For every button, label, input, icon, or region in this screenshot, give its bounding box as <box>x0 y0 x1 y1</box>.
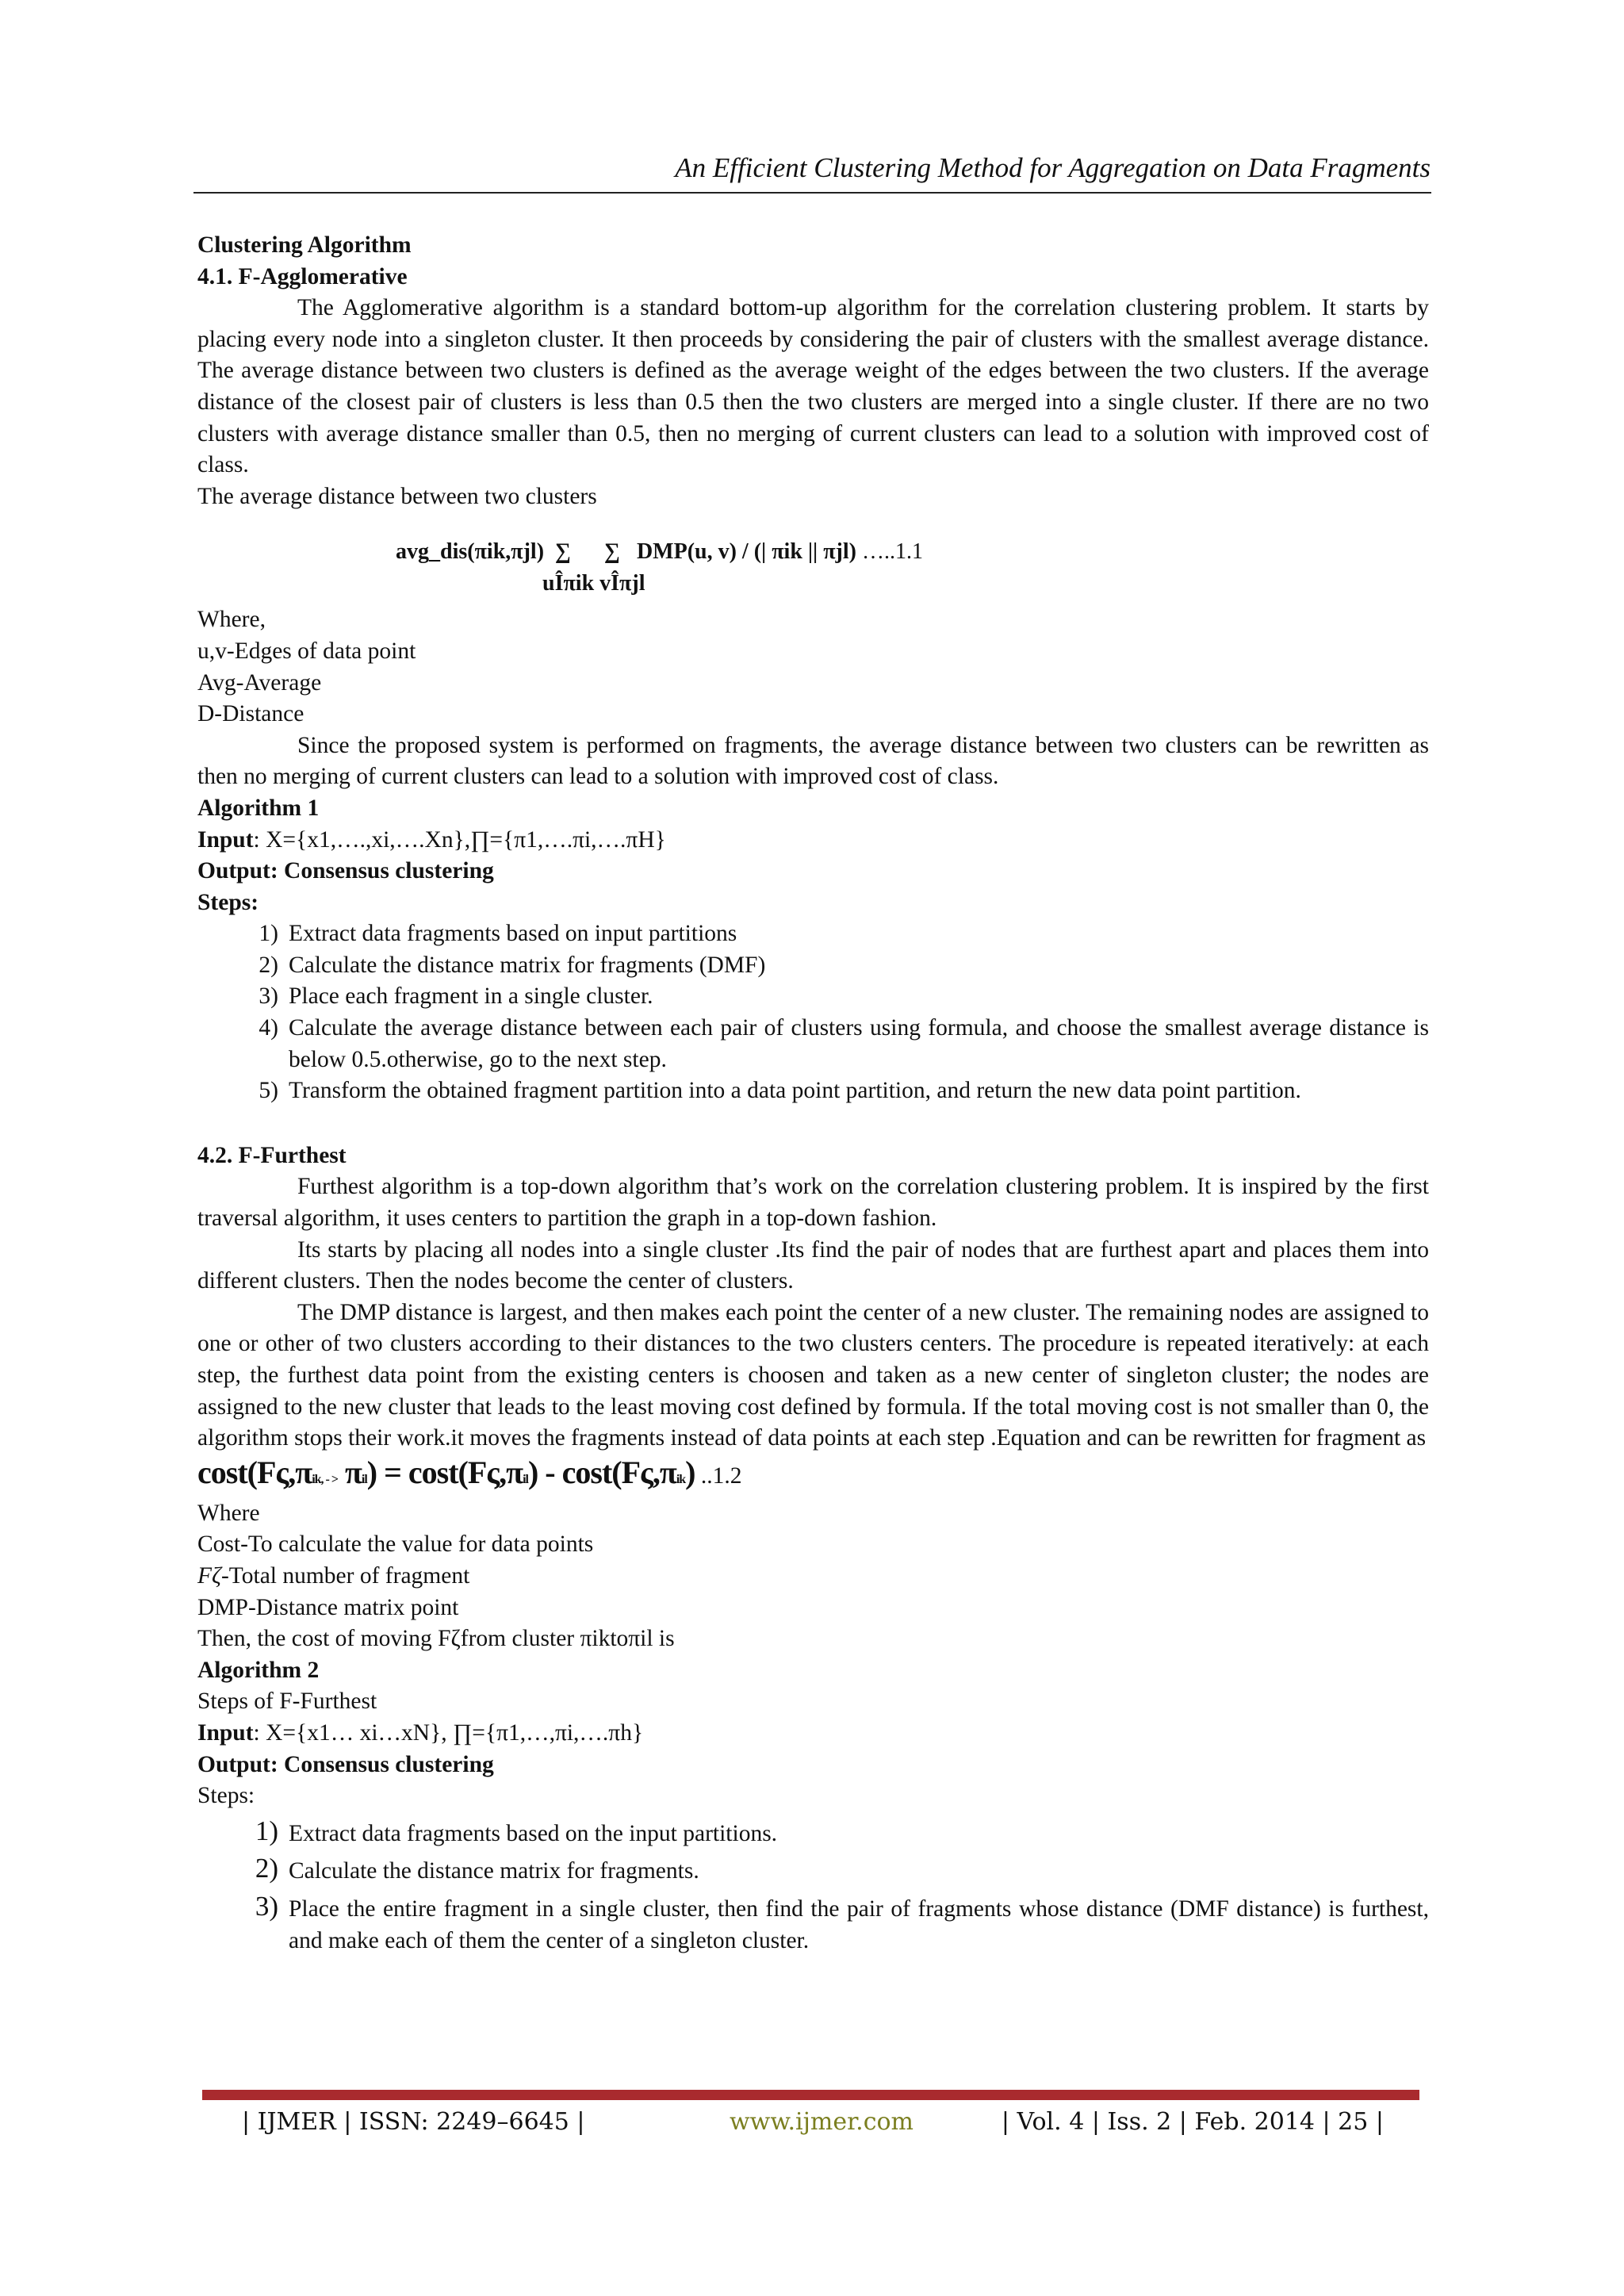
equation-1-1 <box>197 536 1429 600</box>
page-body <box>197 230 1429 1957</box>
paragraph: Since the proposed system is performed on fragments, the average distance between two clusters can be rewritten as then no merging of current clusters can lead to a solution with improved cost of class. <box>197 732 1429 790</box>
algorithm-1-steps-label: Steps: <box>197 889 259 915</box>
footer-website-link[interactable]: www.ijmer.com <box>730 2108 914 2136</box>
list-item: 1) Extract data fragments based on input partitions <box>259 921 737 947</box>
footer-bar <box>202 2090 1419 2100</box>
paragraph: Its starts by placing all nodes into a single cluster .Its find the pair of nodes that are furthest apart and places them into different clusters. Then the nodes become the center of clusters. <box>197 1236 1429 1294</box>
algorithm-2-output: Output: Consensus clustering <box>197 1751 494 1777</box>
where-label: Where <box>197 1500 260 1526</box>
equation-number: ..1.2 <box>695 1462 742 1489</box>
footer <box>242 2108 1384 2143</box>
algorithm-1-title: Algorithm 1 <box>197 795 320 821</box>
list-item: 4) Calculate the average distance between each pair of clusters using formula, and choose the smallest average distance is below 0.5.otherwise, go to the next step. <box>259 1015 1429 1072</box>
algorithm-2-input: Input: X={x1… xi…xN}, ∏={π1,…,πi,….πh} <box>197 1719 644 1746</box>
equation-1-1-subscripts: uÎπik vÎπjl <box>542 571 645 596</box>
section-heading: Clustering Algorithm <box>197 232 412 258</box>
definition-item: Fζ-Total number of fragment <box>197 1562 470 1589</box>
algorithm-2-steps-label: Steps: <box>197 1783 255 1809</box>
list-item: 3) Place each fragment in a single cluster. <box>259 983 653 1010</box>
footer-volume-page: | Vol. 4 | Iss. 2 | Feb. 2014 | 25 | <box>1001 2108 1384 2136</box>
list-item: 1) Extract data fragments based on the input partitions. <box>255 1815 778 1846</box>
footer-journal-info: | IJMER | ISSN: 2249–6645 | <box>242 2108 585 2136</box>
running-title: An Efficient Clustering Method for Aggregation on Data Fragments <box>675 152 1431 183</box>
list-item: 3) Place the entire fragment in a single cluster, then find the pair of fragments whose distance (DMF distance) is furthest, and make each of them the center of a singleton cluster. <box>255 1890 1429 1953</box>
subsection-heading: 4.2. F-Furthest <box>197 1142 347 1168</box>
where-label: Where, <box>197 607 266 633</box>
paragraph: The DMP distance is largest, and then makes each point the center of a new cluster. The remaining nodes are assigned to one or other of two clusters according to their distances to the two clusters centers. The procedure is repeated iteratively: at each step, the furthest data point from the existing centers is choosen and taken as a new center of singleton cluster; the nodes are assigned to the new cluster that leads to the least moving cost defined by formula. If the total moving cost is not smaller than 0, the algorithm stops their work.it moves the fragments instead of data points at each step .Equation and can be rewritten for fragment as <box>197 1299 1429 1451</box>
list-item: 2) Calculate the distance matrix for fragments (DMF) <box>259 952 766 978</box>
definition-item: Avg-Average <box>197 669 322 696</box>
algorithm-2-subtitle: Steps of F-Furthest <box>197 1688 377 1715</box>
definition-item: DMP-Distance matrix point <box>197 1594 459 1620</box>
list-item: 5) Transform the obtained fragment partition into a data point partition, and return the new data point partition. <box>259 1078 1301 1104</box>
paragraph: The average distance between two clusters <box>197 483 597 509</box>
header-rule <box>193 192 1431 194</box>
definition-item: D-Distance <box>197 701 304 727</box>
paragraph: Furthest algorithm is a top-down algorithm that’s work on the correlation clustering problem. It is inspired by the first traversal algorithm, it uses centers to partition the graph in a top-down fashion. <box>197 1174 1429 1232</box>
list-item: 2) Calculate the distance matrix for fragments. <box>255 1853 699 1884</box>
algorithm-2-title: Algorithm 2 <box>197 1657 320 1683</box>
algorithm-1-steps <box>197 918 1429 1107</box>
definition-item: Cost-To calculate the value for data points <box>197 1531 594 1558</box>
equation-number: …..1.1 <box>856 539 923 565</box>
definition-item: Then, the cost of moving Fζfrom cluster πiktoπil is <box>197 1626 675 1652</box>
algorithm-2-steps <box>197 1815 1429 1957</box>
equation-1-1-expression: avg_dis(πik,πjl) ∑ ∑ DMP(u, v) / (| πik || πjl) <box>396 539 856 565</box>
subsection-heading: 4.1. F-Agglomerative <box>197 263 408 289</box>
paragraph: The Agglomerative algorithm is a standard bottom-up algorithm for the correlation clustering problem. It starts by placing every node into a singleton cluster. It then proceeds by considering the pair of clusters with the smallest average distance. The average distance between two clusters is defined as the average weight of the edges between the two clusters. If the average distance of the closest pair of clusters is less than 0.5 then the two clusters are merged into a single cluster. If there are no two clusters with average distance smaller than 0.5, then no merging of current clusters can lead to a solution with improved cost of class. <box>197 295 1429 478</box>
algorithm-1-input: Input: X={x1,….,xi,….Xn},∏={π1,….πi,….πH} <box>197 826 666 853</box>
equation-1-2: cost(Fς,πik, - > πil) = cost(Fς,πil) - cost(Fς,πik) ..1.2 <box>197 1454 742 1490</box>
definition-item: u,v-Edges of data point <box>197 638 416 664</box>
algorithm-1-output: Output: Consensus clustering <box>197 858 494 884</box>
